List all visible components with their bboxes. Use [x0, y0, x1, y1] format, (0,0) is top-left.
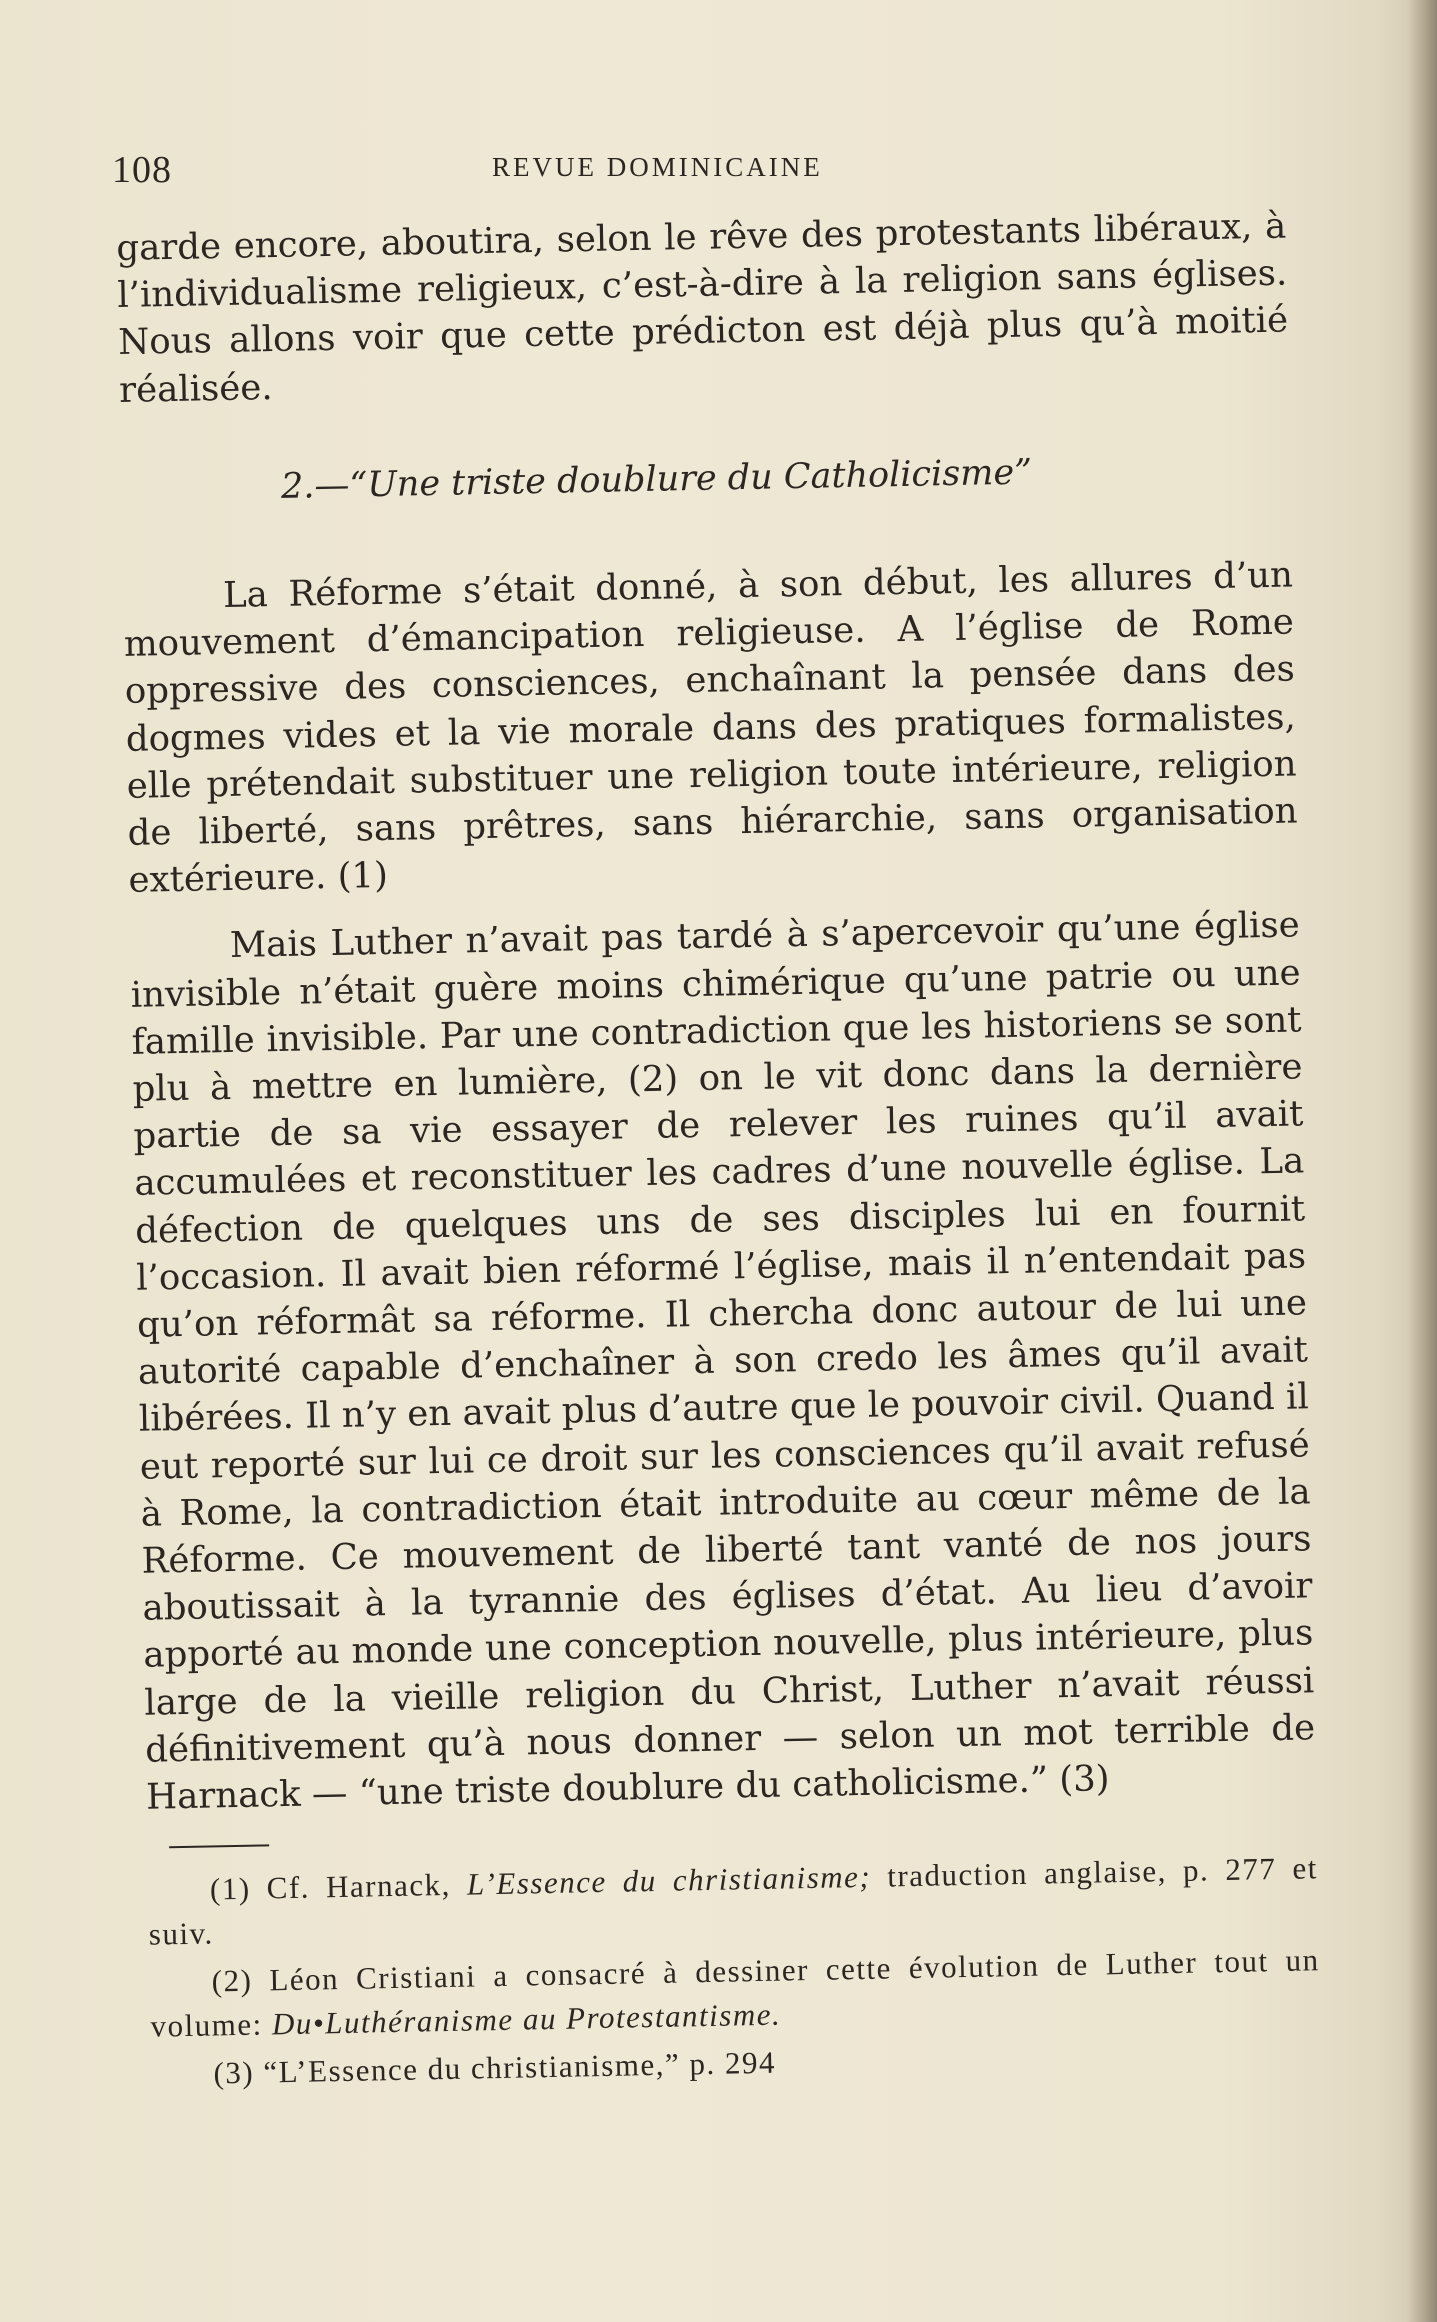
footnote-title: Du•Luthéranisme au Protestantisme.: [271, 1996, 782, 2042]
footnote-2: [149, 1939, 1320, 2049]
page-edge-shadow: [1407, 0, 1437, 2322]
paragraph-reforme: La Réforme s’était donné, à son début, les allures d’un mouvement d’émancipation religieuse. A l’église de Rome oppressive des consciences, enchaînant la pensée dans des dogmes vides et la vie morale dans des pratiques formalistes, elle prétendait substituer une religion toute intérieure, religion de liberté, sans prêtres, sans hiérarchie, sans organisation extérieure. (1): [123, 554, 1298, 902]
footnotes: [148, 1847, 1322, 2097]
section-heading: 2.—“Une triste doublure du Catholicisme”: [280, 452, 1033, 507]
page-number: 108: [112, 149, 172, 191]
footnote-rule: [169, 1845, 269, 1849]
footnote-text: “L’Essence du christianisme,” p. 294: [263, 2044, 777, 2090]
footnote-marker: (1): [209, 1871, 251, 1907]
footnote-marker: (2): [211, 1963, 253, 1999]
journal-title: REVUE DOMINICAINE: [492, 152, 823, 182]
footnote-text: Cf. Harnack,: [266, 1867, 452, 1906]
running-head: [112, 140, 1292, 200]
main-text: [116, 203, 1322, 2101]
footnote-text: traduction anglaise, p. 277 et suiv.: [148, 1850, 1319, 1952]
footnote-1: [148, 1847, 1319, 1957]
paragraph-continued: garde encore, aboutira, selon le rêve des protestants libéraux, à l’individualisme religieux, c’est-à-dire à la religion sans églises. Nous allons voir que cette prédicton est déjà plus qu’à moitié réalisée.: [116, 205, 1289, 411]
footnote-marker: (3): [213, 2054, 255, 2091]
paragraph-luther: Mais Luther n’avait pas tardé à s’apercevoir qu’une église invisible n’était guère moins chimérique qu’une patrie ou une famille invisible. Par une contradiction que les historiens se sont plu à mettre en lumière, (2) on le vit donc dans la dernière partie de sa vie essayer de relever les ruines qu’il avait accumulées et reconstituer les cadres d’une nouvelle église. La défection de quelques uns de ses disciples lui en fournit l’occasion. Il avait bien réformé l’église, mais il n’entendait pas qu’on réformât sa réforme. Il chercha donc autour de lui une autorité capable d’enchaîner à son credo les âmes qu’il avait libérées. Il n’y en avait plus d’autre que le pouvoir civil. Quand il eut reporté sur lui ce droit sur les consciences qu’il avait refusé à Rome, la contradiction était introduite au cœur même de la Réforme. Ce mouvement de liberté tant vanté de nos jours aboutissait à la tyrannie des églises d’état. Au lieu d’avoir apporté au monde une conception nouvelle, plus intérieure, plus large de la vieille religion du Christ, Luther n’avait réussi définitivement qu’à nous donner — selon un mot terrible de Harnack — “une triste doublure du catholicisme.” (3): [130, 904, 1316, 1818]
footnote-title: L’Essence du christianisme;: [466, 1859, 872, 1902]
footnote-text: Léon Cristiani a consacré à dessiner cette évolution de Luther tout un volume:: [150, 1942, 1320, 2044]
